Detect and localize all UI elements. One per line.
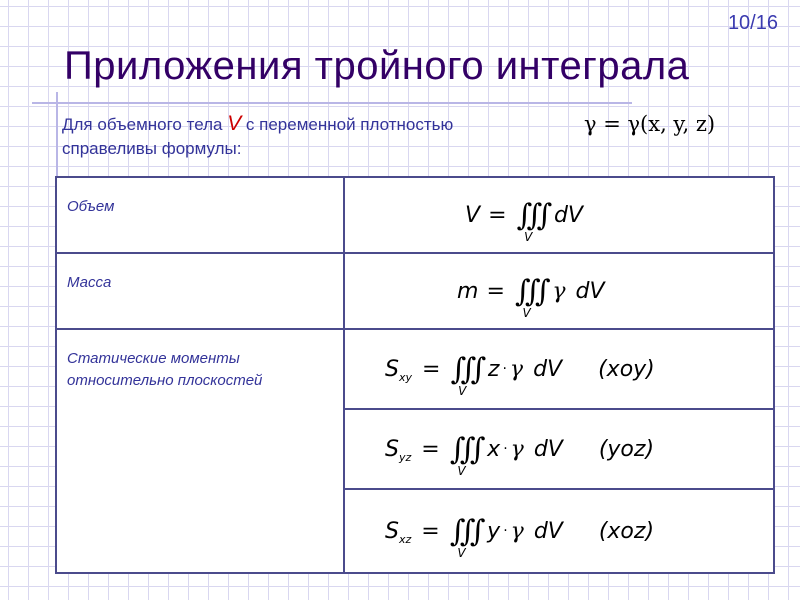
integral-region: V (524, 230, 533, 244)
integral-region: V (458, 384, 467, 398)
density-gamma: γ (510, 436, 524, 462)
formula-lhs-subscript: xz (398, 532, 412, 546)
formula-lhs-subscript: yz (398, 450, 412, 464)
plane-label: (xoz) (598, 518, 655, 544)
integral-sign: ∭ (450, 352, 475, 387)
density-formula: γ = γ(x, y, z) (584, 112, 716, 136)
plane-label: (xoy) (598, 356, 655, 382)
table-row-static-moments (56, 329, 774, 409)
intro-text-before: Для объемного тела (62, 115, 228, 134)
differential: dV (533, 356, 563, 382)
moment-formula-yz (385, 428, 773, 478)
formula-lhs: m (457, 278, 479, 304)
slide-title: Приложения тройного интеграла (64, 44, 690, 88)
equals-sign: = (421, 518, 440, 544)
differential: dV (533, 518, 563, 544)
equals-sign: = (488, 202, 507, 228)
formula-cell-syz (344, 409, 774, 489)
triple-integral (450, 516, 485, 558)
equals-sign: = (421, 436, 440, 462)
integral-sign: ∭ (449, 514, 475, 549)
moment-formula-xz (385, 510, 773, 560)
integral-sign: ∭ (449, 432, 475, 467)
integral-region: V (457, 546, 466, 560)
integrand: x (487, 436, 501, 462)
differential: dV (553, 202, 583, 228)
mass-formula (457, 270, 773, 320)
moment-formula-xy (385, 348, 773, 398)
formula-lhs: S (385, 518, 399, 544)
row-label-volume: Объем (56, 177, 344, 253)
margin-line-horizontal (32, 102, 632, 104)
slide-number: 10/16 (727, 12, 778, 34)
integral-sign: ∭ (514, 274, 540, 309)
intro-line-2: справеливы формулы: (62, 139, 242, 158)
formula-cell-sxy (344, 329, 774, 409)
formulas-table (55, 176, 775, 574)
formula-lhs: V (465, 202, 481, 228)
integral-sign: ∭ (516, 198, 541, 233)
volume-formula (465, 194, 773, 244)
equals-sign: = (486, 278, 505, 304)
intro-text-after: с переменной плотностью (241, 115, 454, 134)
integrand: z (487, 356, 500, 382)
formula-cell-volume (344, 177, 774, 253)
multiplication-dot: · (502, 361, 507, 377)
density-gamma: γ (509, 356, 524, 382)
table-row-mass (56, 253, 774, 329)
integrand: y (487, 518, 501, 544)
triple-integral (450, 354, 485, 396)
differential: dV (533, 436, 563, 462)
density-gamma: γ (552, 278, 566, 304)
formula-lhs: S (385, 356, 399, 382)
plane-label: (yoz) (598, 436, 655, 462)
multiplication-dot: · (503, 441, 508, 457)
multiplication-dot: · (503, 523, 508, 539)
integral-region: V (457, 464, 466, 478)
formula-cell-mass (344, 253, 774, 329)
formula-cell-sxz (344, 489, 774, 573)
formula-lhs-subscript: xy (398, 370, 412, 384)
triple-integral (515, 276, 550, 318)
differential: dV (575, 278, 605, 304)
table-row-volume (56, 177, 774, 253)
triple-integral (517, 200, 552, 242)
formula-lhs: S (385, 436, 399, 462)
triple-integral (450, 434, 485, 476)
integral-region: V (522, 306, 531, 320)
density-gamma: γ (510, 518, 524, 544)
equals-sign: = (422, 356, 441, 382)
body-symbol: V (227, 112, 242, 135)
row-label-static-moments: Статические моменты относительно плоскостей (56, 329, 344, 573)
row-label-mass: Масса (56, 253, 344, 329)
